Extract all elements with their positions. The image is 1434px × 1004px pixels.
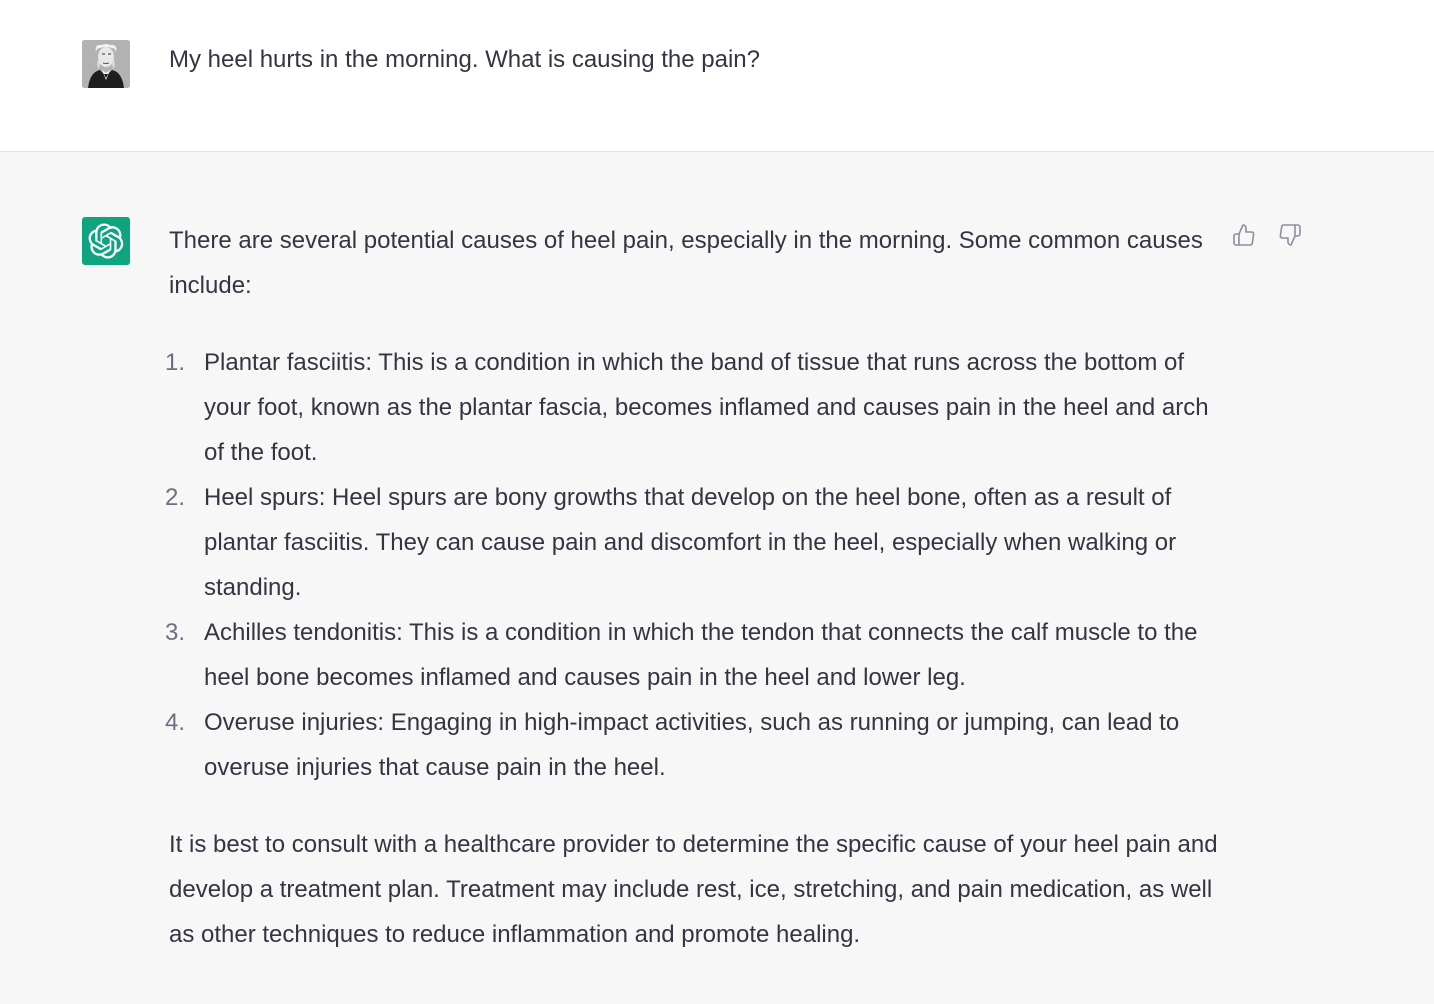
causes-list	[165, 340, 1219, 790]
assistant-avatar	[82, 217, 130, 265]
list-item-number: 4.	[165, 709, 186, 736]
assistant-message-content	[165, 218, 1219, 957]
feedback-controls	[1231, 222, 1303, 248]
user-message-text: My heel hurts in the morning. What is causing the pain?	[169, 46, 760, 73]
list-item-text: Overuse injuries: Engaging in high-impact activities, such as running or jumping, can lead to overuse injuries that cause pain in the heel.	[204, 709, 1180, 781]
user-message-row	[0, 0, 1434, 152]
list-item-text: Heel spurs: Heel spurs are bony growths that develop on the heel bone, often as a result of plantar fasciitis. They can cause pain and discomfort in the heel, especially when walking or standing.	[204, 484, 1177, 601]
thumbs-down-icon	[1278, 223, 1302, 247]
list-item-number: 3.	[165, 619, 186, 646]
thumbs-up-icon	[1232, 223, 1256, 247]
list-item	[165, 610, 1219, 700]
user-avatar	[82, 40, 130, 88]
list-item-text: Plantar fasciitis: This is a condition in which the band of tissue that runs across the bottom of your foot, known as the plantar fascia, becomes inflamed and causes pain in the heel and arch of the foot.	[204, 349, 1209, 466]
list-item-number: 1.	[165, 349, 186, 376]
list-item	[165, 700, 1219, 790]
answer-conclusion: It is best to consult with a healthcare provider to determine the specific cause of your heel pain and develop a treatment plan. Treatment may include rest, ice, stretching, and pain medication, as well as other techniques to reduce inflammation and promote healing.	[169, 831, 1218, 948]
list-item-number: 2.	[165, 484, 186, 511]
list-item-text: Achilles tendonitis: This is a condition in which the tendon that connects the calf muscle to the heel bone becomes inflamed and causes pain in the heel and lower leg.	[204, 619, 1198, 691]
list-item	[165, 340, 1219, 475]
openai-logo-icon	[88, 223, 124, 259]
thumbs-down-button[interactable]	[1277, 222, 1303, 248]
assistant-message-row	[0, 152, 1434, 1004]
list-item	[165, 475, 1219, 610]
answer-intro: There are several potential causes of heel pain, especially in the morning. Some common causes include:	[169, 227, 1203, 299]
thumbs-up-button[interactable]	[1231, 222, 1257, 248]
user-portrait-icon	[82, 40, 130, 88]
